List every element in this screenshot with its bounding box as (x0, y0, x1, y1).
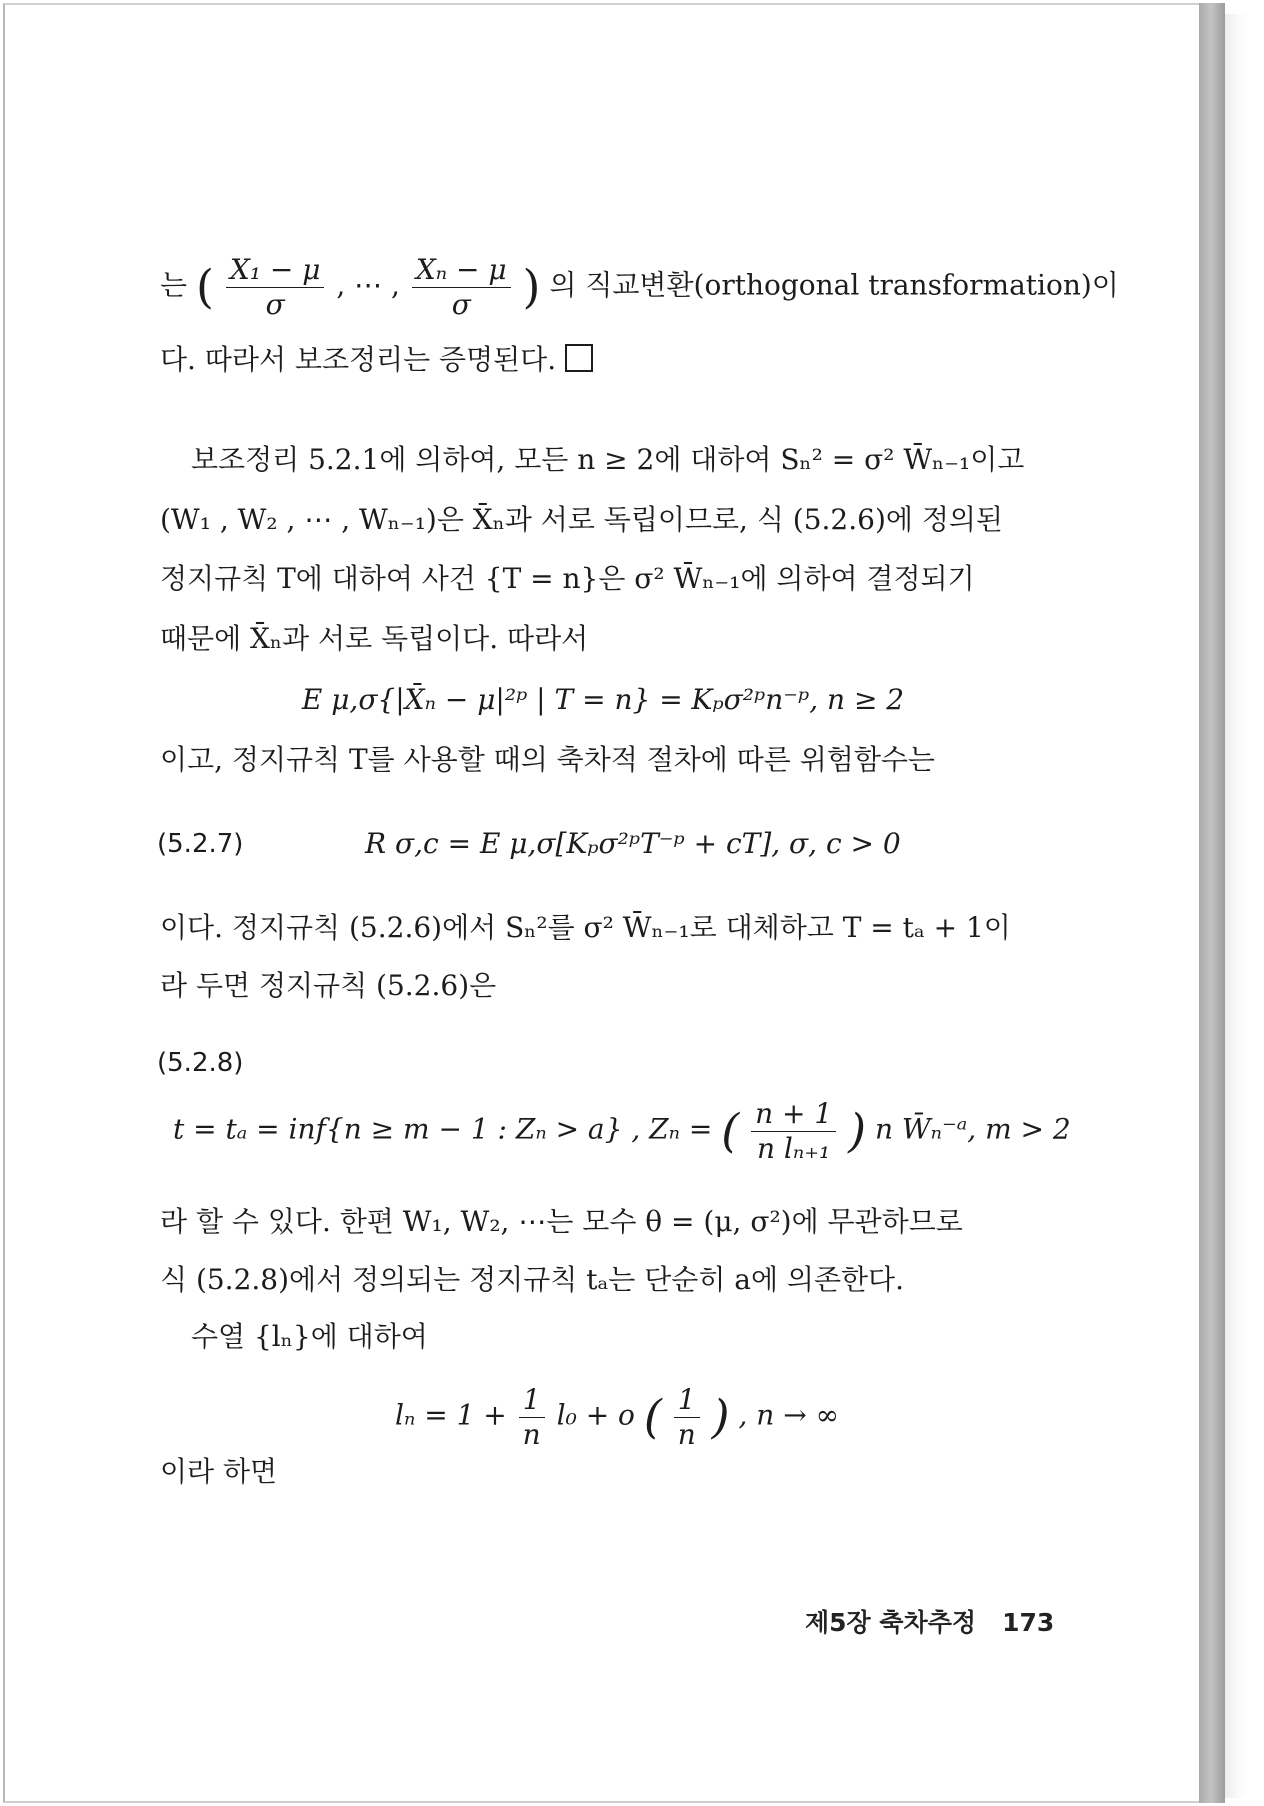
text-line-8: 이다. 정지규칙 (5.2.6)에서 Sₙ²를 σ² W̄ₙ₋₁로 대체하고 T = tₐ + 1이 (160, 911, 1011, 944)
text-line-6: 때문에 X̄ₙ과 서로 독립이다. 따라서 (160, 622, 589, 655)
fraction-numerator: 1 (519, 1383, 545, 1418)
text-line-2 (160, 343, 1060, 377)
text-fragment: 는 (160, 268, 188, 302)
ellipsis: , ⋯ , (336, 268, 400, 302)
fraction-numerator: Xₙ − μ (412, 253, 511, 288)
left-paren: ( (643, 1389, 662, 1444)
text-fragment: 다. 따라서 보조정리는 증명된다. (160, 343, 557, 376)
text-line-12: 수열 {lₙ}에 대하여 (191, 1320, 428, 1353)
equation-part: t = tₐ = inf{n ≥ m − 1 : Zₙ > a} , Zₙ = (173, 1112, 713, 1146)
equation-sequence (395, 1383, 1264, 1451)
text-fragment: 의 직교변환(orthogonal transformation)이 (549, 268, 1119, 302)
fraction-numerator: n + 1 (751, 1097, 836, 1132)
equation-part: , n → ∞ (738, 1398, 839, 1432)
page-number: 173 (1002, 1608, 1055, 1637)
left-paren: ( (721, 1103, 740, 1158)
fraction-denominator: σ (451, 287, 471, 321)
fraction-numerator: 1 (674, 1383, 700, 1418)
fraction-numerator: X₁ − μ (226, 253, 325, 288)
chapter-title: 제5장 축차추정 (805, 1608, 976, 1637)
equation-label-5-2-7: (5.2.7) (157, 829, 244, 859)
equation-label-5-2-8: (5.2.8) (157, 1048, 244, 1078)
equation-stopping-rule (173, 1097, 1073, 1165)
right-paren: ) (522, 259, 541, 314)
text-line-1 (160, 253, 1119, 321)
text-line-3: 보조정리 5.2.1에 의하여, 모든 n ≥ 2에 대하여 Sₙ² = σ² W̄ₙ₋₁이고 (191, 443, 1025, 476)
fraction-denominator: n (677, 1417, 696, 1451)
right-paren: ) (711, 1389, 730, 1444)
right-paren: ) (848, 1103, 867, 1158)
text-line-13: 이라 하면 (160, 1455, 278, 1488)
fraction-denominator: n (522, 1417, 541, 1451)
page-edge (1199, 3, 1225, 1803)
fraction (674, 1383, 700, 1451)
fraction (519, 1383, 545, 1451)
left-paren: ( (195, 259, 214, 314)
equation-part: n W̄ₙ⁻ᵃ, m > 2 (874, 1112, 1071, 1146)
fraction (226, 253, 325, 321)
fraction (412, 253, 511, 321)
text-line-5: 정지규칙 T에 대하여 사건 {T = n}은 σ² W̄ₙ₋₁에 의하여 결정되기 (160, 562, 975, 595)
equation-part: lₙ = 1 + (395, 1398, 507, 1432)
qed-square-icon (565, 344, 593, 372)
page-footer (805, 1603, 1054, 1639)
text-line-7: 이고, 정지규칙 T를 사용할 때의 축차적 절차에 따른 위험함수는 (160, 743, 935, 776)
fraction (751, 1097, 836, 1165)
equation-risk-function: R σ,c = E μ,σ[Kₚσ²ᵖT⁻ᵖ + cT], σ, c > 0 (365, 827, 901, 860)
book-page (3, 3, 1201, 1803)
equation-risk-conditional: E μ,σ{|X̄ₙ − μ|²ᵖ | T = n} = Kₚσ²ᵖn⁻ᵖ, n ≥ 2 (301, 683, 905, 716)
equation-part: l₀ + o (556, 1398, 635, 1432)
text-line-10: 라 할 수 있다. 한편 W₁, W₂, ⋯는 모수 θ = (μ, σ²)에 무관하므로 (160, 1205, 963, 1238)
page-shadow (1225, 14, 1247, 1798)
text-line-11: 식 (5.2.8)에서 정의되는 정지규칙 tₐ는 단순히 a에 의존한다. (160, 1263, 905, 1296)
text-line-4: (W₁ , W₂ , ⋯ , Wₙ₋₁)은 X̄ₙ과 서로 독립이므로, 식 (5.2.6)에 정의된 (160, 503, 1003, 536)
text-line-9: 라 두면 정지규칙 (5.2.6)은 (160, 969, 497, 1002)
fraction-denominator: n lₙ₊₁ (757, 1131, 831, 1165)
fraction-denominator: σ (265, 287, 285, 321)
